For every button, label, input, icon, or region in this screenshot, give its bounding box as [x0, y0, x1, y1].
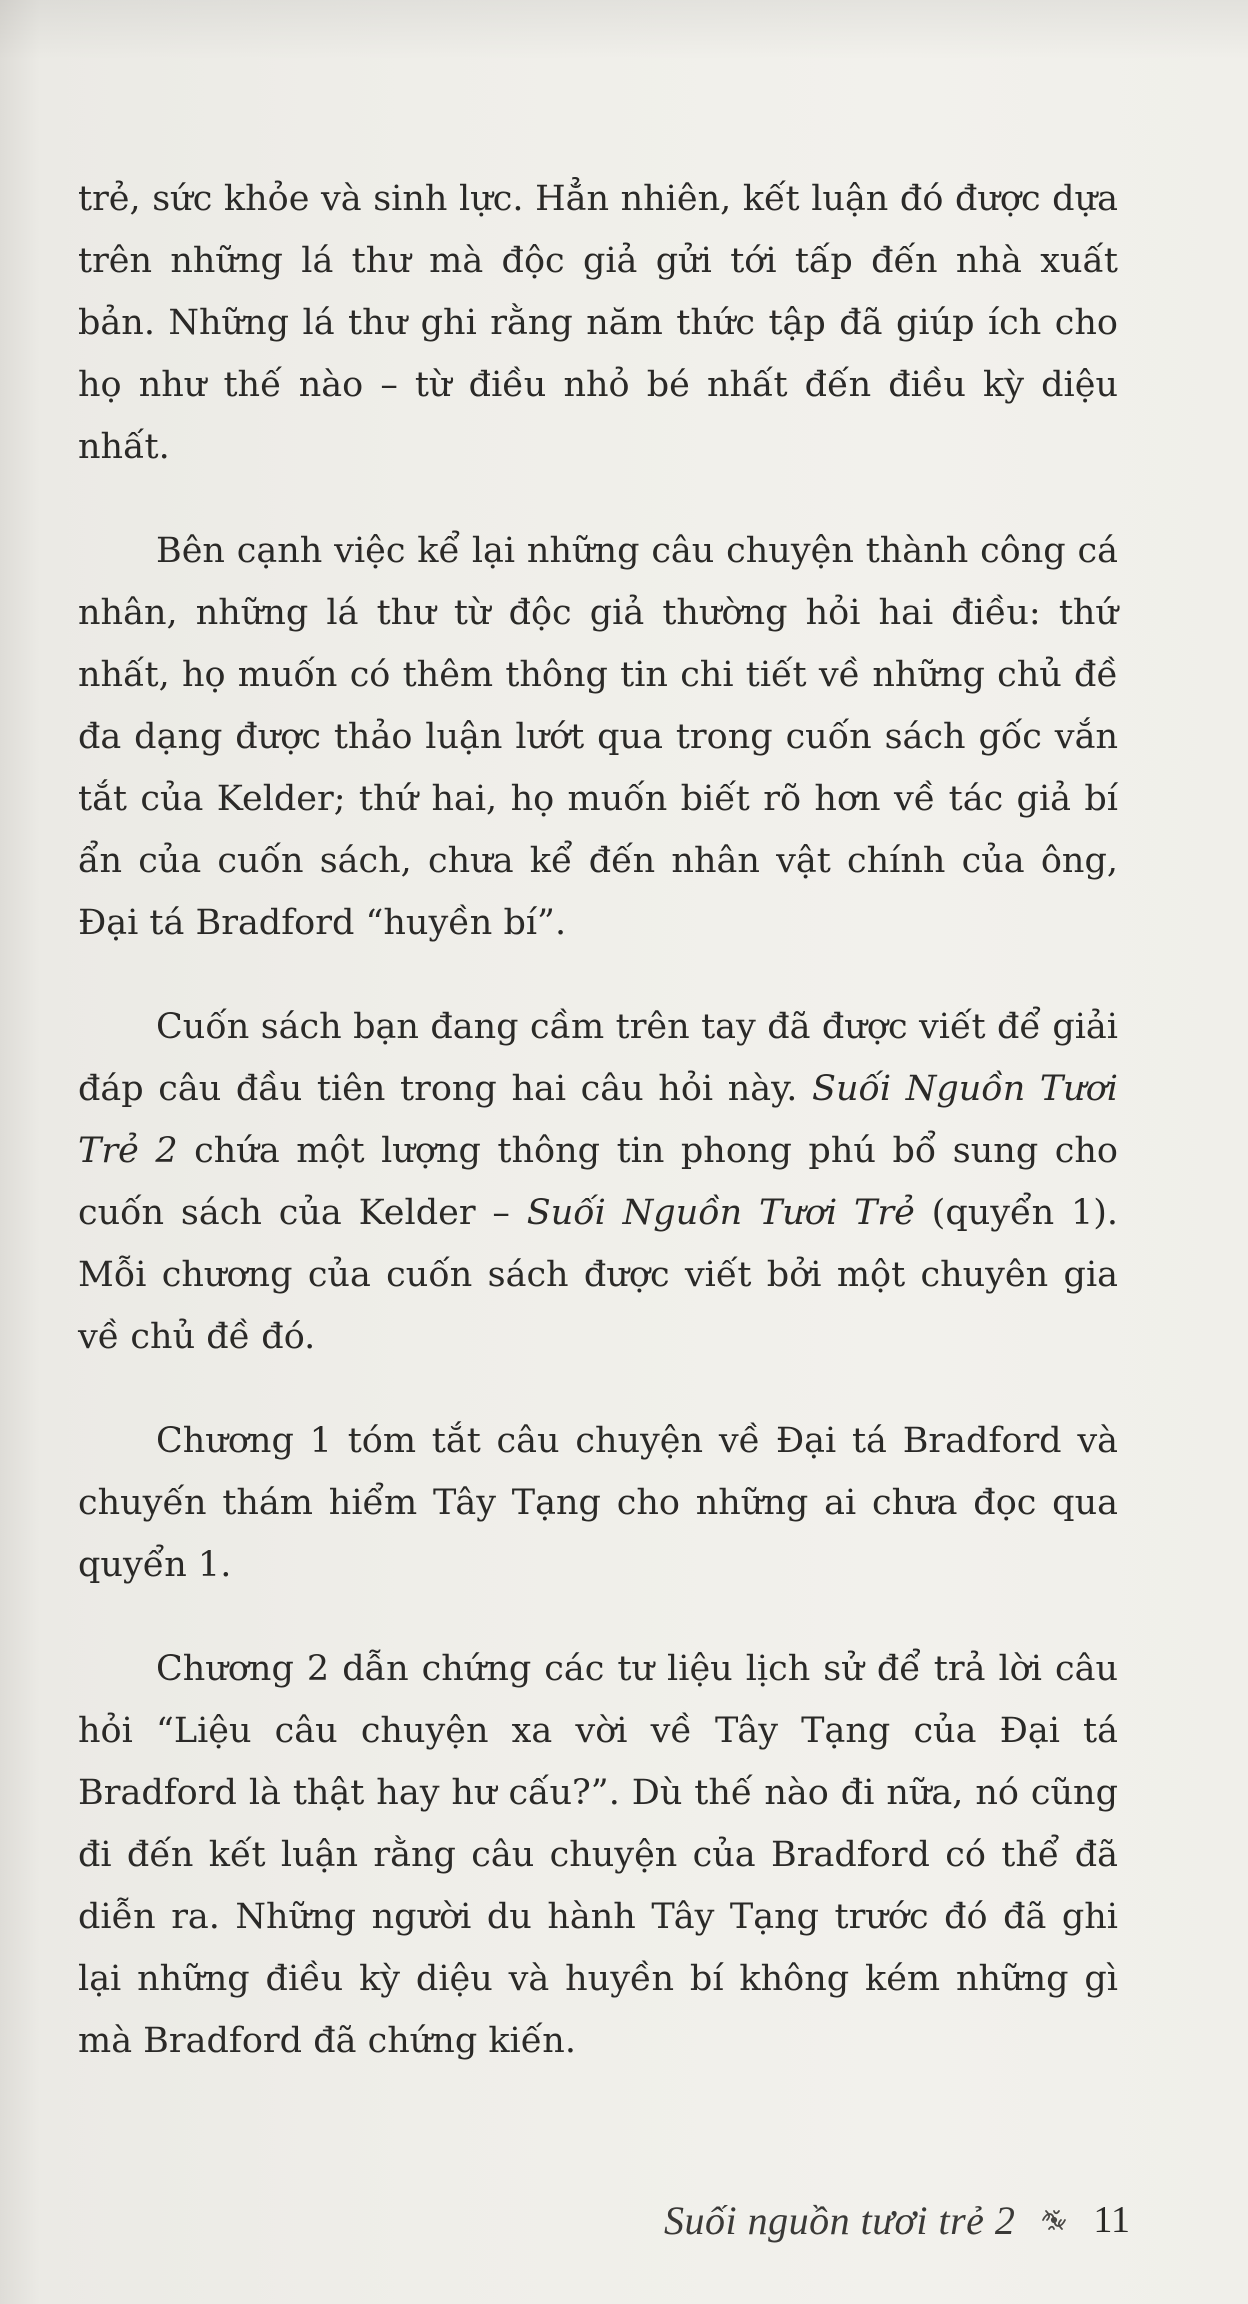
body-text — [78, 168, 1118, 2072]
paragraph-2: Bên cạnh việc kể lại những câu chuyện thành công cá nhân, những lá thư từ độc giả thường hỏi hai điều: thứ nhất, họ muốn có thêm thông tin chi tiết về những chủ đề đa dạng được thảo luận lướt qua trong cuốn sách gốc vắn tắt của Kelder; thứ hai, họ muốn biết rõ hơn về tác giả bí ẩn của cuốn sách, chưa kể đến nhân vật chính của ông, Đại tá Bradford “huyền bí”. — [78, 531, 1118, 943]
page-shadow — [0, 0, 1248, 60]
paragraph-1: trẻ, sức khỏe và sinh lực. Hẳn nhiên, kết luận đó được dựa trên những lá thư mà độc giả gửi tới tấp đến nhà xuất bản. Những lá thư ghi rằng năm thức tập đã giúp ích cho họ như thế nào – từ điều nhỏ bé nhất đến điều kỳ diệu nhất. — [78, 179, 1118, 467]
paragraph-3-text-a: Cuốn sách bạn đang cầm trên tay đã được viết để giải đáp câu đầu tiên trong hai câu hỏi này. — [78, 1007, 1118, 1109]
paragraph-3-text-e: (quyển 1). Mỗi chương của cuốn sách được viết bởi một chuyên gia về chủ đề đó. — [78, 1193, 1118, 1357]
paragraph-5: Chương 2 dẫn chứng các tư liệu lịch sử để trả lời câu hỏi “Liệu câu chuyện xa vời về Tây Tạng của Đại tá Bradford là thật hay hư cấu?”. Dù thế nào đi nữa, nó cũng đi đến kết luận rằng câu chuyện của Bradford có thể đã diễn ra. Những người du hành Tây Tạng trước đó đã ghi lại những điều kỳ diệu và huyền bí không kém những gì mà Bradford đã chứng kiến. — [78, 1649, 1118, 2061]
paragraph-3-text-c: chứa một lượng thông tin phong phú bổ sung cho cuốn sách của Kelder – — [78, 1131, 1119, 1233]
page-footer — [664, 2190, 1130, 2250]
paragraph-3 — [78, 996, 1118, 1368]
book-title-italic-2: Suối Nguồn Tươi Trẻ — [526, 1193, 915, 1233]
running-title: Suối nguồn tươi trẻ 2 — [663, 2197, 1016, 2243]
floral-ornament-icon — [1037, 2203, 1071, 2237]
paragraph-4: Chương 1 tóm tắt câu chuyện về Đại tá Bradford và chuyến thám hiểm Tây Tạng cho những ai chưa đọc qua quyển 1. — [78, 1421, 1118, 1585]
page-number: 11 — [1093, 2199, 1130, 2241]
book-title-italic-1: Suối Nguồn Tươi Trẻ 2 — [78, 1069, 1118, 1171]
